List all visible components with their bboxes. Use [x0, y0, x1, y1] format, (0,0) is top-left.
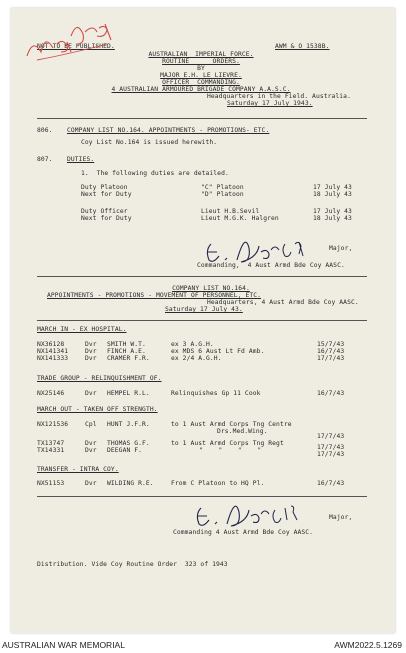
soldier-rank: Dvr	[85, 480, 97, 487]
duty-date: 17 July 43	[313, 184, 352, 191]
order-806-body: Coy List No.164 is issued herewith.	[81, 139, 218, 146]
soldier-date: 15/7/43	[317, 341, 345, 348]
soldier-rank: Dvr	[85, 348, 97, 355]
soldier-detail-continued: Drs.Med.Wing.	[217, 428, 268, 435]
soldier-rank: Dvr	[85, 447, 97, 454]
title-line-3: BY	[197, 65, 205, 72]
signature-1-rank: Major,	[329, 245, 353, 252]
order-806-number: 806.	[37, 127, 53, 134]
soldier-name: CRAMER F.R.	[107, 355, 150, 362]
soldier-rank: Dvr	[85, 341, 97, 348]
soldier-number: NX141341	[37, 348, 69, 355]
duty-name: "D" Platoon	[201, 191, 244, 198]
duty-role: Next for Duty	[81, 191, 132, 198]
soldier-date: 16/7/43	[317, 390, 345, 397]
document-page	[11, 8, 395, 633]
location-line: Headquarters in the Field. Australia.	[207, 93, 351, 100]
duty-role: Duty Officer	[81, 208, 128, 215]
ditto-marks: " " " "	[199, 447, 262, 454]
title-line-5: OFFICER COMMANDING.	[162, 79, 240, 86]
duty-name: Lieut H.B.Sevil	[201, 208, 260, 215]
soldier-date: 17/7/43	[317, 355, 345, 362]
title-line-4: MAJOR E.H. LE LIEVRE.	[160, 72, 242, 79]
signature-2-title: Commanding 4 Aust Armd Bde Coy AASC.	[173, 529, 314, 536]
soldier-rank: Dvr	[85, 355, 97, 362]
soldier-detail: ex MDS 6 Aust Lt Fd Amb.	[171, 348, 265, 355]
soldier-date: 16/7/43	[317, 480, 345, 487]
soldier-detail: From C Platoon to HQ Pl.	[171, 480, 265, 487]
soldier-date: 16/7/43	[317, 348, 345, 355]
soldier-detail: to 1 Aust Armd Corps Tng Centre	[171, 421, 292, 428]
soldier-date: 17/7/43	[317, 433, 345, 440]
duty-date: 18 July 43	[313, 215, 352, 222]
soldier-name: SMITH W.T.	[107, 341, 146, 348]
footer-credit: AUSTRALIAN WAR MEMORIAL	[2, 640, 125, 650]
company-list-date: Saturday 17 July 43.	[165, 306, 243, 313]
soldier-detail: Relinquishes Gp 11 Cook	[171, 390, 261, 397]
soldier-number: TX13747	[37, 440, 65, 447]
soldier-detail: to 1 Aust Armd Corps Tng Regt	[171, 440, 284, 447]
duty-date: 17 July 43	[313, 208, 352, 215]
soldier-number: NX36128	[37, 341, 65, 348]
title-line-6: 4 AUSTRALIAN ARMOURED BRIGADE COMPANY A.A.S.C.	[111, 86, 291, 93]
duty-date: 18 July 43	[313, 191, 352, 198]
section-heading-transfer: TRANSFER - INTRA COY.	[37, 466, 119, 473]
distribution-note: Distribution. Vide Coy Routine Order 323 of 1943	[37, 561, 228, 568]
soldier-number: NX51153	[37, 480, 65, 487]
soldier-name: HUNT J.F.R.	[107, 421, 150, 428]
soldier-rank: Dvr	[85, 440, 97, 447]
signature-1-title: Commanding, 4 Aust Armd Bde Coy AASC.	[197, 262, 345, 269]
company-list-subtitle: APPOINTMENTS - PROMOTIONS - MOVEMENT OF PERSONNEL, ETC.	[47, 292, 262, 299]
duty-role: Duty Platoon	[81, 184, 128, 191]
soldier-number: NX121536	[37, 421, 69, 428]
soldier-name: DEEGAN F.	[107, 447, 143, 454]
soldier-date: 17/7/43	[317, 451, 345, 458]
soldier-detail: ex 2/4 A.G.H.	[171, 355, 222, 362]
duty-name: Lieut M.G.K. Halgren	[201, 215, 279, 222]
soldier-number: NX25146	[37, 390, 65, 397]
company-list-title: COMPANY LIST NO.164.	[172, 285, 250, 292]
title-line-2: ROUTINE ORDERS.	[162, 58, 240, 65]
soldier-detail: ex 3 A.G.H.	[171, 341, 214, 348]
title-line-1: AUSTRALIAN IMPERIAL FORCE.	[148, 51, 254, 58]
soldier-name: WILDING R.E.	[107, 480, 154, 487]
duty-name: "C" Platoon	[201, 184, 244, 191]
section-heading-march-in: MARCH IN - EX HOSPITAL.	[37, 326, 127, 333]
soldier-number: TX14331	[37, 447, 65, 454]
divider	[37, 276, 367, 277]
file-reference: AWM & O 1538B.	[275, 43, 330, 50]
company-list-hq: Headquarters, 4 Aust Armd Bde Coy AASC.	[207, 299, 359, 306]
section-heading-trade-group: TRADE GROUP - RELINQUISHMENT OF.	[37, 375, 162, 382]
signature-2-rank: Major,	[329, 514, 353, 521]
soldier-rank: Cpl	[85, 421, 97, 428]
soldier-rank: Dvr	[85, 390, 97, 397]
soldier-name: HEMPEL R.L.	[107, 390, 150, 397]
order-807-intro: 1. The following duties are detailed.	[81, 170, 229, 177]
order-806-title: COMPANY LIST NO.164. APPOINTMENTS - PROMOTIONS- ETC.	[67, 127, 270, 134]
footer-accession-number: AWM2022.5.1269	[334, 640, 402, 650]
duty-role: Next for Duty	[81, 215, 132, 222]
date-line: Saturday 17 July 1943.	[227, 100, 313, 107]
soldier-number: NX141333	[37, 355, 69, 362]
soldier-date: 17/7/43	[317, 444, 345, 451]
soldier-name: THOMAS G.F.	[107, 440, 150, 447]
classification-label: NOT TO BE PUBLISHED.	[37, 43, 115, 50]
order-807-title: DUTIES.	[67, 156, 95, 163]
divider	[37, 118, 367, 119]
section-heading-march-out: MARCH OUT - TAKEN OFF STRENGTH.	[37, 406, 158, 413]
soldier-name: FINCH A.E.	[107, 348, 146, 355]
divider	[37, 320, 367, 321]
order-807-number: 807.	[37, 156, 53, 163]
